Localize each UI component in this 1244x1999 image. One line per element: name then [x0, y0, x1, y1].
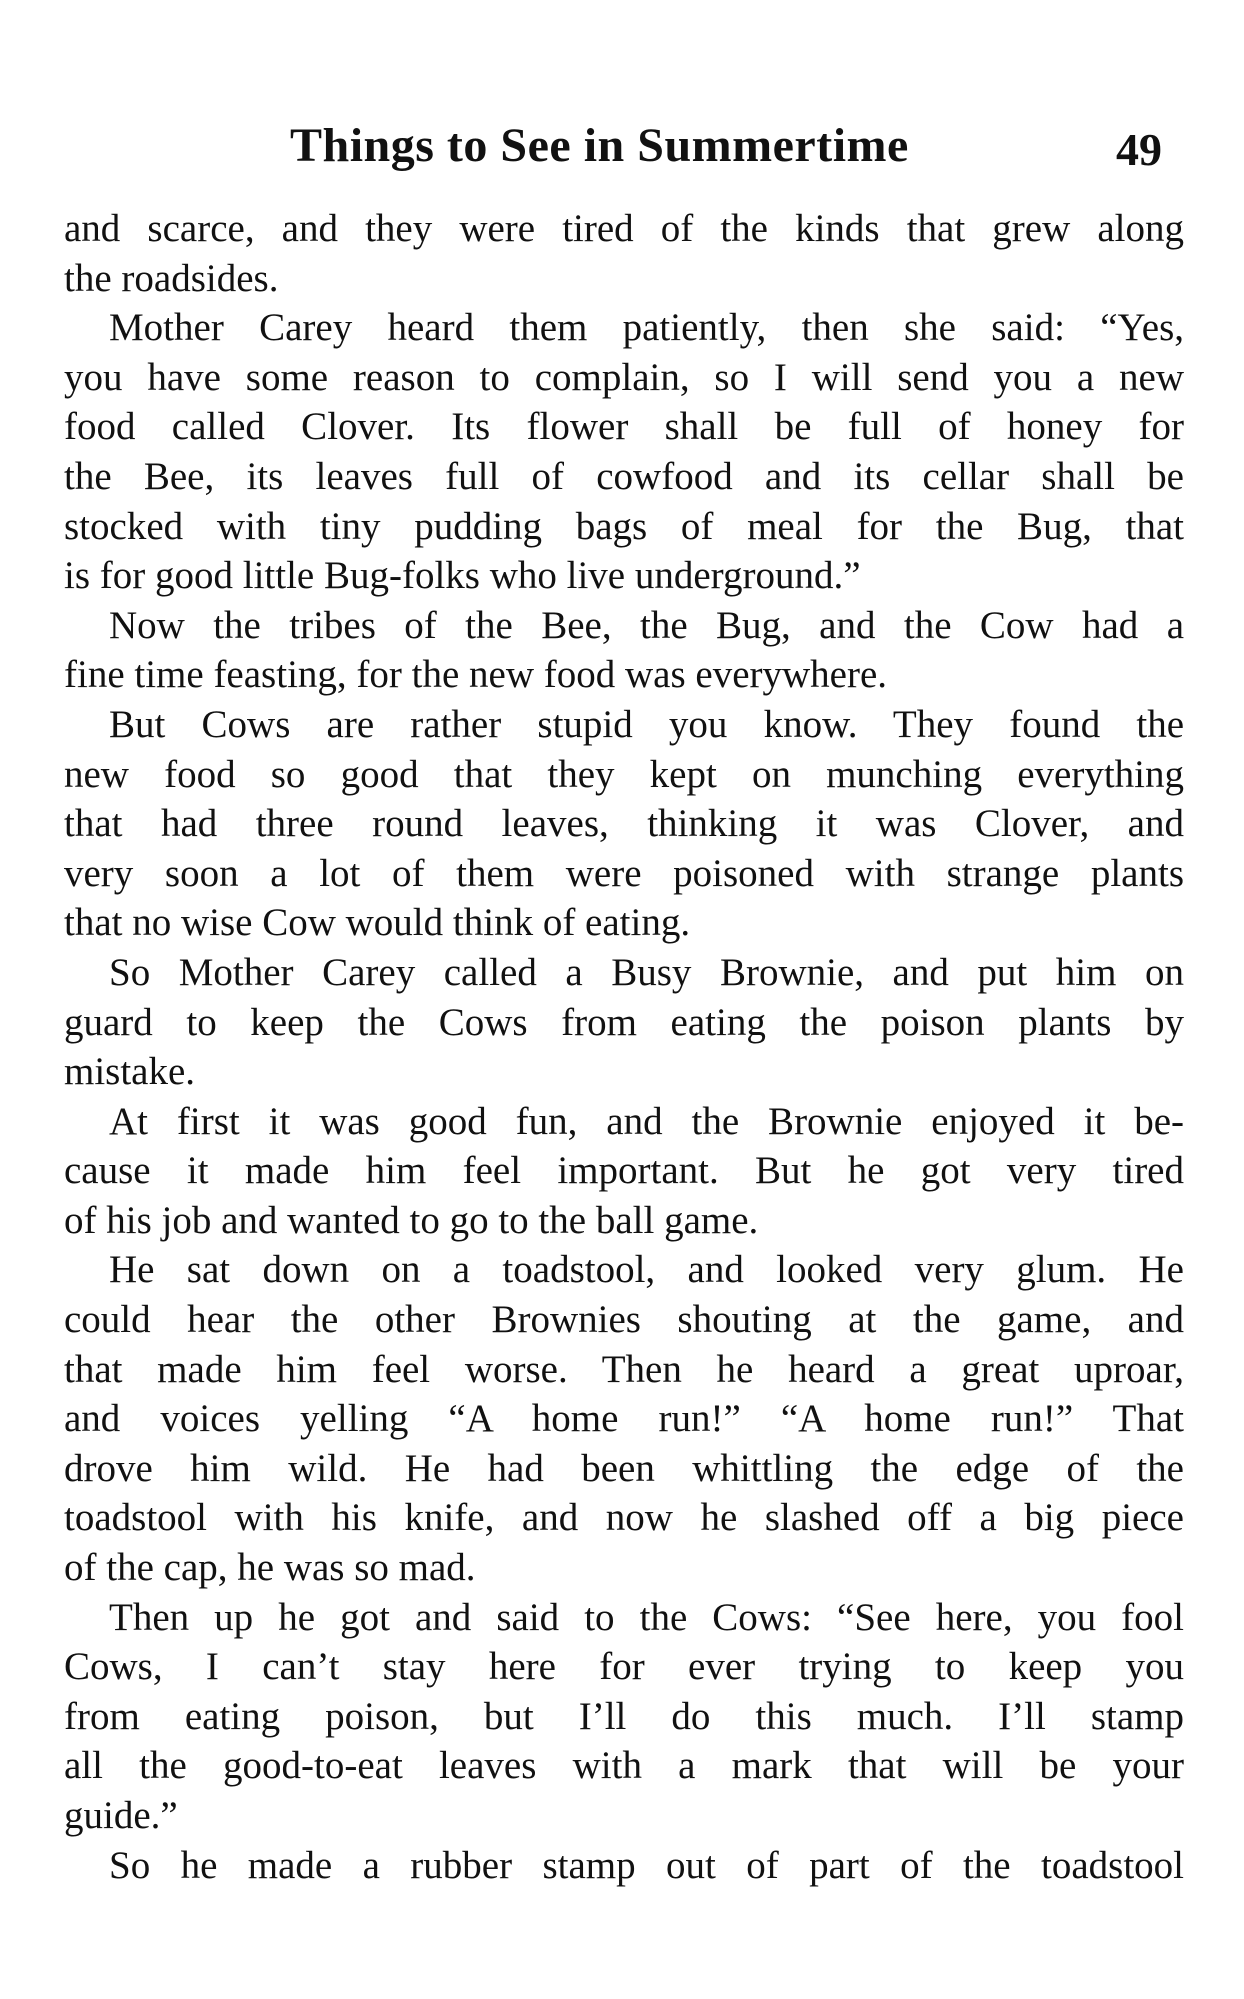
text-line: Cows, I can’t stay here for ever trying to keep you	[64, 1645, 1184, 1689]
chapter-title: Things to See in Summertime	[290, 119, 909, 172]
text-line: you have some reason to complain, so I will send you a new	[64, 355, 1184, 399]
text-line: So he made a rubber stamp out of part of the toadstool	[109, 1843, 1184, 1887]
text-line: stocked with tiny pudding bags of meal for the Bug, that	[64, 504, 1184, 548]
text-line: that made him feel worse. Then he heard a great uproar,	[64, 1347, 1184, 1391]
text-line: So Mother Carey called a Busy Brownie, and put him on	[109, 950, 1184, 994]
text-line: from eating poison, but I’ll do this much. I’ll stamp	[64, 1694, 1184, 1738]
text-line: new food so good that they kept on munching everything	[64, 752, 1184, 796]
text-line: Mother Carey heard them patiently, then she said: “Yes,	[109, 306, 1184, 350]
body-text	[64, 204, 1184, 1890]
text-line: the Bee, its leaves full of cowfood and its cellar shall be	[64, 454, 1184, 498]
text-line: guide.”	[64, 1794, 178, 1837]
text-line: He sat down on a toadstool, and looked very glum. He	[109, 1248, 1184, 1292]
text-line: could hear the other Brownies shouting at the game, and	[64, 1298, 1184, 1342]
text-line: guard to keep the Cows from eating the poison plants by	[64, 1000, 1184, 1044]
text-line: of his job and wanted to go to the ball game.	[64, 1198, 759, 1242]
text-line: of the cap, he was so mad.	[64, 1546, 476, 1590]
text-line: all the good-to-eat leaves with a mark that will be your	[64, 1744, 1184, 1788]
text-line: and voices yelling “A home run!” “A home run!” That	[64, 1397, 1184, 1441]
text-line: Now the tribes of the Bee, the Bug, and the Cow had a	[109, 603, 1184, 647]
text-line: drove him wild. He had been whittling the edge of the	[64, 1446, 1184, 1490]
text-line: very soon a lot of them were poisoned with strange plants	[64, 851, 1184, 895]
running-head	[0, 116, 1244, 176]
text-line: cause it made him feel important. But he got very tired	[64, 1149, 1184, 1193]
text-line: is for good little Bug-folks who live underground.”	[64, 554, 861, 598]
text-line: that no wise Cow would think of eating.	[64, 901, 691, 945]
text-line: that had three round leaves, thinking it was Clover, and	[64, 802, 1184, 846]
text-line: food called Clover. Its flower shall be full of honey for	[64, 405, 1184, 449]
text-line: But Cows are rather stupid you know. They found the	[109, 702, 1184, 746]
page-number: 49	[1116, 124, 1162, 175]
text-line: fine time feasting, for the new food was everywhere.	[64, 653, 888, 697]
text-line: Then up he got and said to the Cows: “See here, you fool	[109, 1595, 1184, 1639]
text-line: the roadsides.	[64, 256, 279, 300]
text-line: toadstool with his knife, and now he slashed off a big piece	[64, 1496, 1184, 1540]
text-line: At first it was good fun, and the Brownie enjoyed it be-	[109, 1099, 1184, 1143]
text-line: mistake.	[64, 1050, 196, 1094]
text-line: and scarce, and they were tired of the kinds that grew along	[64, 207, 1184, 250]
